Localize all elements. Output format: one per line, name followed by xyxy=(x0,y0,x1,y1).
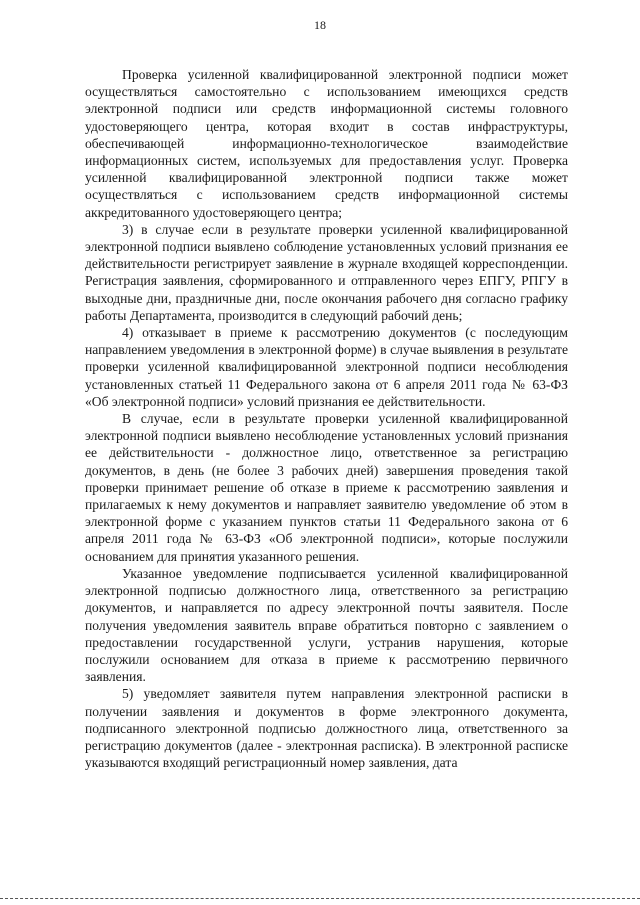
page-bottom-divider xyxy=(0,898,640,899)
paragraph-item-4: 4) отказывает в приеме к рассмотрению документов (с последующим направлением уведомления в электронной форме) в случае выявления в результате проверки усиленной квалифицированной электронной подписи несоблюдения установленных статьей 11 Федерального закона от 6 апреля 2011 года № 63-ФЗ «Об электронной подписи» условий признания ее действительности. xyxy=(85,325,568,409)
paragraph-notification: Указанное уведомление подписывается усиленной квалифицированной электронной подписью должностного лица, ответственного за регистрацию документов, и направляется по адресу электронной почты заявителя. После получения уведомления заявитель вправе обратиться повторно с заявлением о предоставлении государственной услуги, устранив нарушения, которые послужили основанием для отказа в приеме к рассмотрению первичного заявления. xyxy=(85,565,568,685)
paragraph-signature-verification: Проверка усиленной квалифицированной электронной подписи может осуществляться самостоятельно с использованием имеющихся средств электронной подписи или средств информационной системы головного удостоверяющего центра, которая входит в состав инфраструктуры, обеспечивающей информационно-технологическое взаимодействие информационных систем, используемых для предоставления услуг. Проверка усиленной квалифицированной электронной подписи также может осуществляться с использованием средств информационной системы аккредитованного удостоверяющего центра; xyxy=(85,67,568,220)
page-number: 18 xyxy=(314,18,326,32)
paragraph-item-5: 5) уведомляет заявителя путем направления электронной расписки в получении заявления и документов в форме электронного документа, подписанного электронной подписью должностного лица, ответственного за регистрацию документов (далее - электронная расписка). В электронной расписке указываются входящий регистрационный номер заявления, дата xyxy=(85,686,568,771)
document-body xyxy=(85,66,568,771)
paragraph-refusal-case: В случае, если в результате проверки усиленной квалифицированной электронной подписи выявлено несоблюдение установленных условий признания ее действительности - должностное лицо, ответственное за регистрацию документов, в день (не более 3 рабочих дней) завершения проведения такой проверки принимает решение об отказе в приеме к рассмотрению заявления и прилагаемых к нему документов и направляет заявителю уведомление об этом в электронной форме с указанием пунктов статьи 11 Федерального закона от 6 апреля 2011 года № 63-ФЗ «Об электронной подписи», которые послужили основанием для принятия указанного решения. xyxy=(85,411,568,564)
paragraph-item-3: 3) в случае если в результате проверки усиленной квалифицированной электронной подписи выявлено соблюдение установленных условий признания ее действительности регистрирует заявление в журнале входящей корреспонденции. Регистрация заявления, сформированного и отправленного через ЕПГУ, РПГУ в выходные дни, праздничные дни, после окончания рабочего дня согласно графику работы Департамента, производится в следующий рабочий день; xyxy=(85,221,568,323)
